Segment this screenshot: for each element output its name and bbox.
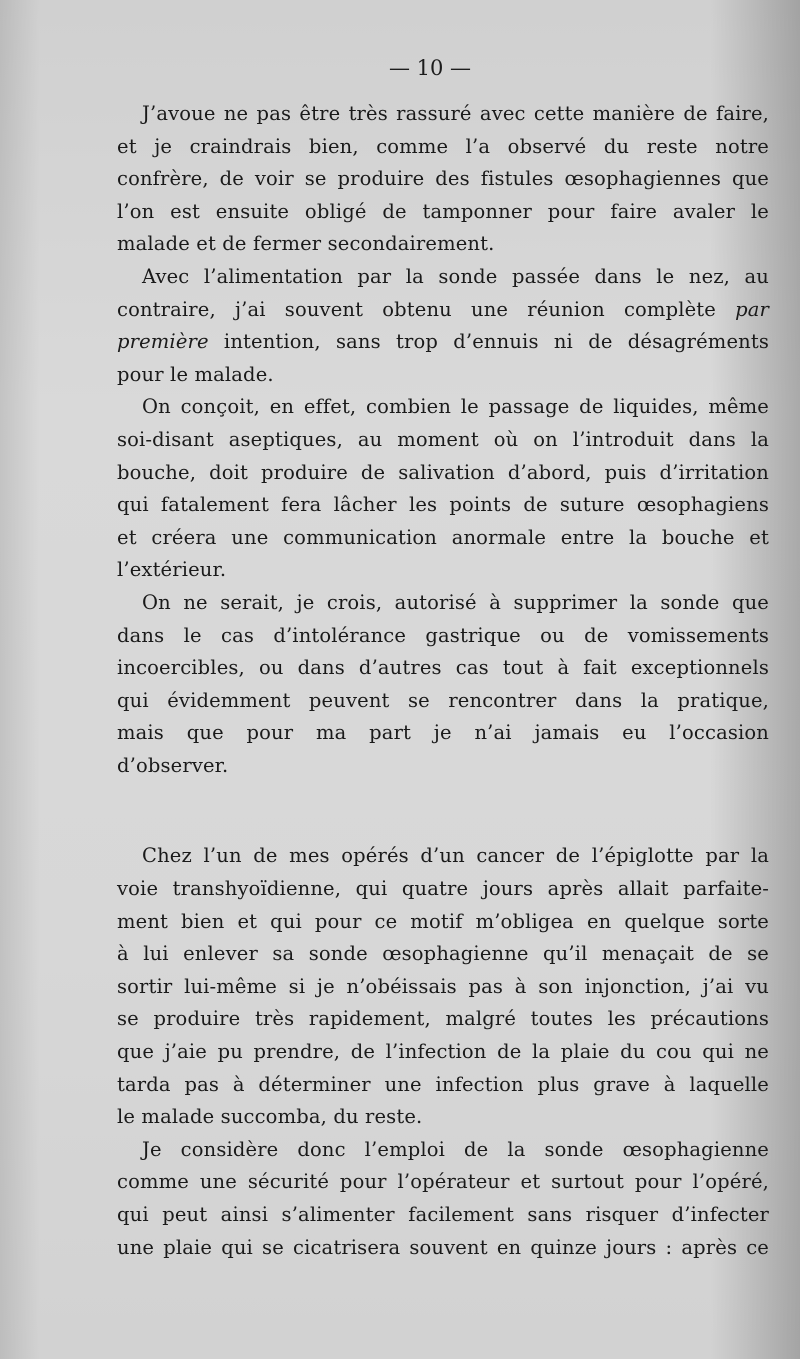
text-line: le malade succomba, du reste. (117, 1105, 423, 1129)
text-line: malade et de fermer secondairement. (117, 232, 495, 256)
text-line: l’extérieur. (117, 558, 227, 582)
text-line: que j’aie pu prendre, de l’infection de la plaie du cou qui ne (117, 1040, 769, 1064)
paragraph-gap (117, 782, 769, 840)
text-line: d’observer. (117, 753, 229, 777)
text-line: confrère, de voir se produire des fistules œsophagiennes que (117, 167, 769, 191)
text-line: mais que pour ma part je n’ai jamais eu l’occasion (117, 721, 769, 745)
text-line: dans le cas d’intolérance gastrique ou de vomissements (117, 623, 769, 647)
text-line: l’on est ensuite obligé de tamponner pour faire avaler le (117, 199, 769, 223)
text-line: première intention, sans trop d’ennuis ni de désagréments (117, 330, 769, 354)
text-line: On conçoit, en effet, combien le passage de liquides, même (142, 395, 769, 419)
text-line: à lui enlever sa sonde œsophagienne qu’il menaçait de se (117, 942, 769, 966)
text-line: On ne serait, je crois, autorisé à supprimer la sonde que (142, 590, 769, 614)
body-text (117, 98, 769, 1264)
italic-text: par (715, 297, 769, 321)
text-line: Je considère donc l’emploi de la sonde œsophagienne (142, 1137, 769, 1161)
text-line: soi-disant aseptiques, au moment où on l’introduit dans la (117, 427, 769, 451)
text-line: Avec l’alimentation par la sonde passée dans le nez, au (142, 264, 769, 288)
text-line: incoercibles, ou dans d’autres cas tout à fait exceptionnels (117, 656, 769, 680)
text-line: voie transhyoïdienne, qui quatre jours après allait parfaite- (117, 877, 769, 901)
text-line: bouche, doit produire de salivation d’abord, puis d’irritation (117, 460, 769, 484)
text-line: qui peut ainsi s’alimenter facilement sans risquer d’infecter (117, 1203, 769, 1226)
text-line: qui fatalement fera lâcher les points de suture œsophagiens (117, 493, 769, 517)
text-line: et je craindrais bien, comme l’a observé du reste notre (117, 134, 769, 158)
text-line: pour le malade. (117, 362, 274, 386)
text-line: J’avoue ne pas être très rassuré avec cette manière de faire, (142, 102, 769, 125)
text-line: contraire, j’ai souvent obtenu une réunion complète par (117, 297, 769, 321)
text-line: ment bien et qui pour ce motif m’obligea en quelque sorte (117, 909, 769, 933)
text-line: une plaie qui se cicatrisera souvent en quinze jours : après ce (117, 1235, 769, 1259)
italic-text: première (117, 330, 209, 354)
text-line: tarda pas à déterminer une infection plus grave à laquelle (117, 1072, 769, 1096)
page-number: — 10 — (388, 56, 472, 80)
text-line: et créera une communication anormale entre la bouche et (117, 525, 769, 549)
text-line: sortir lui-même si je n’obéissais pas à son injonction, j’ai vu (117, 974, 769, 998)
text-line: comme une sécurité pour l’opérateur et surtout pour l’opéré, (117, 1170, 769, 1194)
text-line: se produire très rapidement, malgré toutes les précautions (117, 1007, 769, 1031)
text-line: Chez l’un de mes opérés d’un cancer de l’épiglotte par la (142, 844, 769, 868)
text-line: qui évidemment peuvent se rencontrer dans la pratique, (117, 688, 769, 712)
